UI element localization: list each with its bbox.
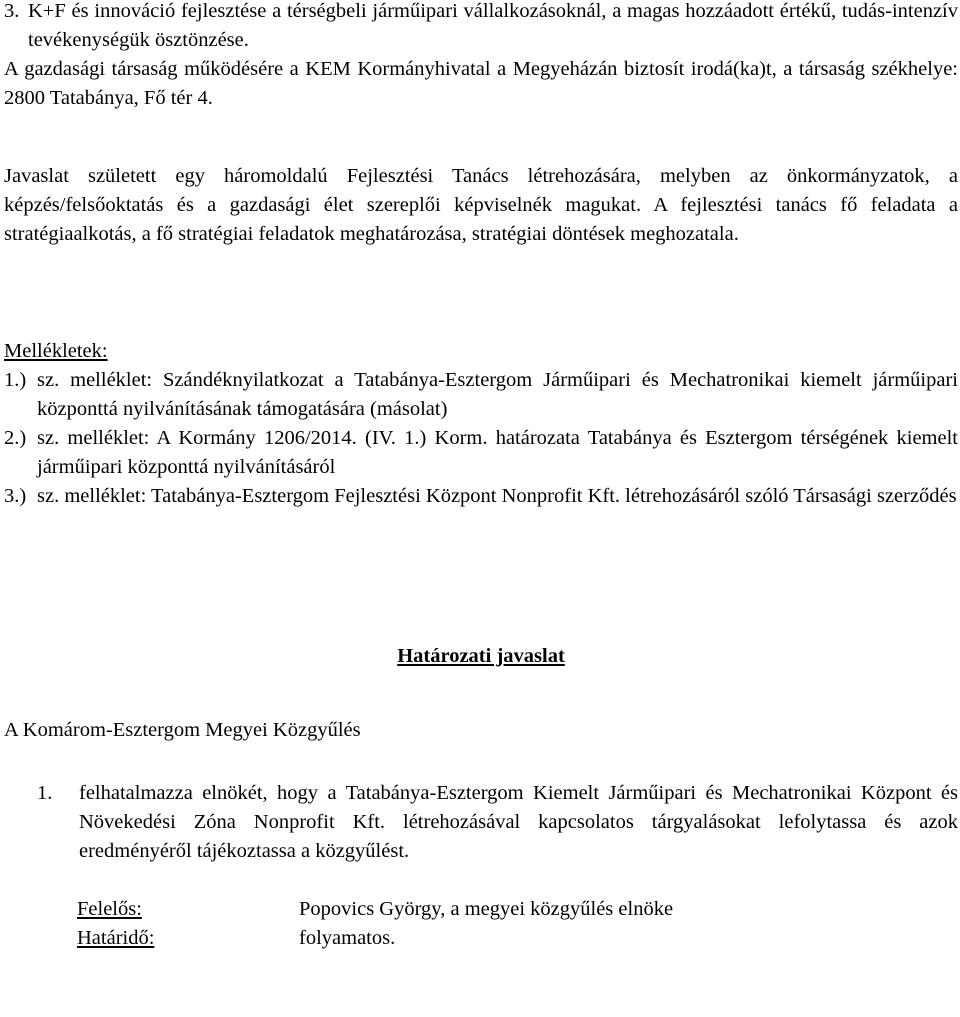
attachments-list <box>4 366 958 511</box>
attachment-item <box>4 482 958 511</box>
responsible-label: Felelős: <box>77 898 142 920</box>
attachment-number: 3.) <box>4 485 27 507</box>
attachment-number: 2.) <box>4 427 27 449</box>
deadline-value: folyamatos. <box>299 927 396 949</box>
resolution-heading <box>4 642 958 671</box>
responsibility-block <box>4 895 958 953</box>
list-item-3 <box>4 0 958 55</box>
list-item-text: K+F és innováció fejlesztése a térségbeli járműipari vállalkozásoknál, a magas hozzáadott értékű, tudás-intenzív tevékenységük ösztönzése. <box>28 0 958 51</box>
office-paragraph: A gazdasági társaság működésére a KEM Kormányhivatal a Megyeházán biztosít irodá(ka)t, a társaság székhelye: 2800 Tatabánya, Fő tér 4. <box>4 58 958 109</box>
list-item-number: 3. <box>4 0 20 22</box>
responsible-value: Popovics György, a megyei közgyűlés elnöke <box>299 898 674 920</box>
attachment-item <box>4 366 958 424</box>
council-proposal-paragraph: Javaslat született egy háromoldalú Fejlesztési Tanács létrehozására, melyben az önkormányzatok, a képzés/felsőoktatás és a gazdasági élet szereplői képviselnék magukat. A fejlesztési tanács fő feladata a stratégiaalkotás, a fő stratégiai feladatok meghatározása, stratégiai döntések meghozatala. <box>4 165 958 245</box>
responsible-row <box>77 895 958 924</box>
attachment-text: sz. melléklet: A Kormány 1206/2014. (IV. 1.) Korm. határozata Tatabánya és Esztergom térségének kiemelt járműipari központtá nyilvánításáról <box>37 427 958 478</box>
decision-text: felhatalmazza elnökét, hogy a Tatabánya-Esztergom Kiemelt Járműipari és Mechatronikai Központ és Növekedési Zóna Nonprofit Kft. létrehozásával kapcsolatos tárgyalásokat lefolytassa és azok eredményéről tájékoztassa a közgyűlést. <box>79 782 958 862</box>
decision-item <box>4 779 958 866</box>
assembly-name: A Komárom-Esztergom Megyei Közgyűlés <box>4 719 361 741</box>
attachments-title <box>4 337 958 366</box>
resolution-heading-text: Határozati javaslat <box>397 645 565 667</box>
deadline-label: Határidő: <box>77 927 155 949</box>
attachment-text: sz. melléklet: Szándéknyilatkozat a Tatabánya-Esztergom Járműipari és Mechatronikai kiemelt járműipari központtá nyilvánításának támogatására (másolat) <box>37 369 958 420</box>
document-page <box>4 0 958 953</box>
decision-number: 1. <box>37 782 53 804</box>
attachment-item <box>4 424 958 482</box>
attachment-text: sz. melléklet: Tatabánya-Esztergom Fejlesztési Központ Nonprofit Kft. létrehozásáról szóló Társasági szerződés <box>37 485 957 507</box>
deadline-row <box>77 924 958 953</box>
attachment-number: 1.) <box>4 369 27 391</box>
attachments-title-text: Mellékletek: <box>4 340 108 362</box>
